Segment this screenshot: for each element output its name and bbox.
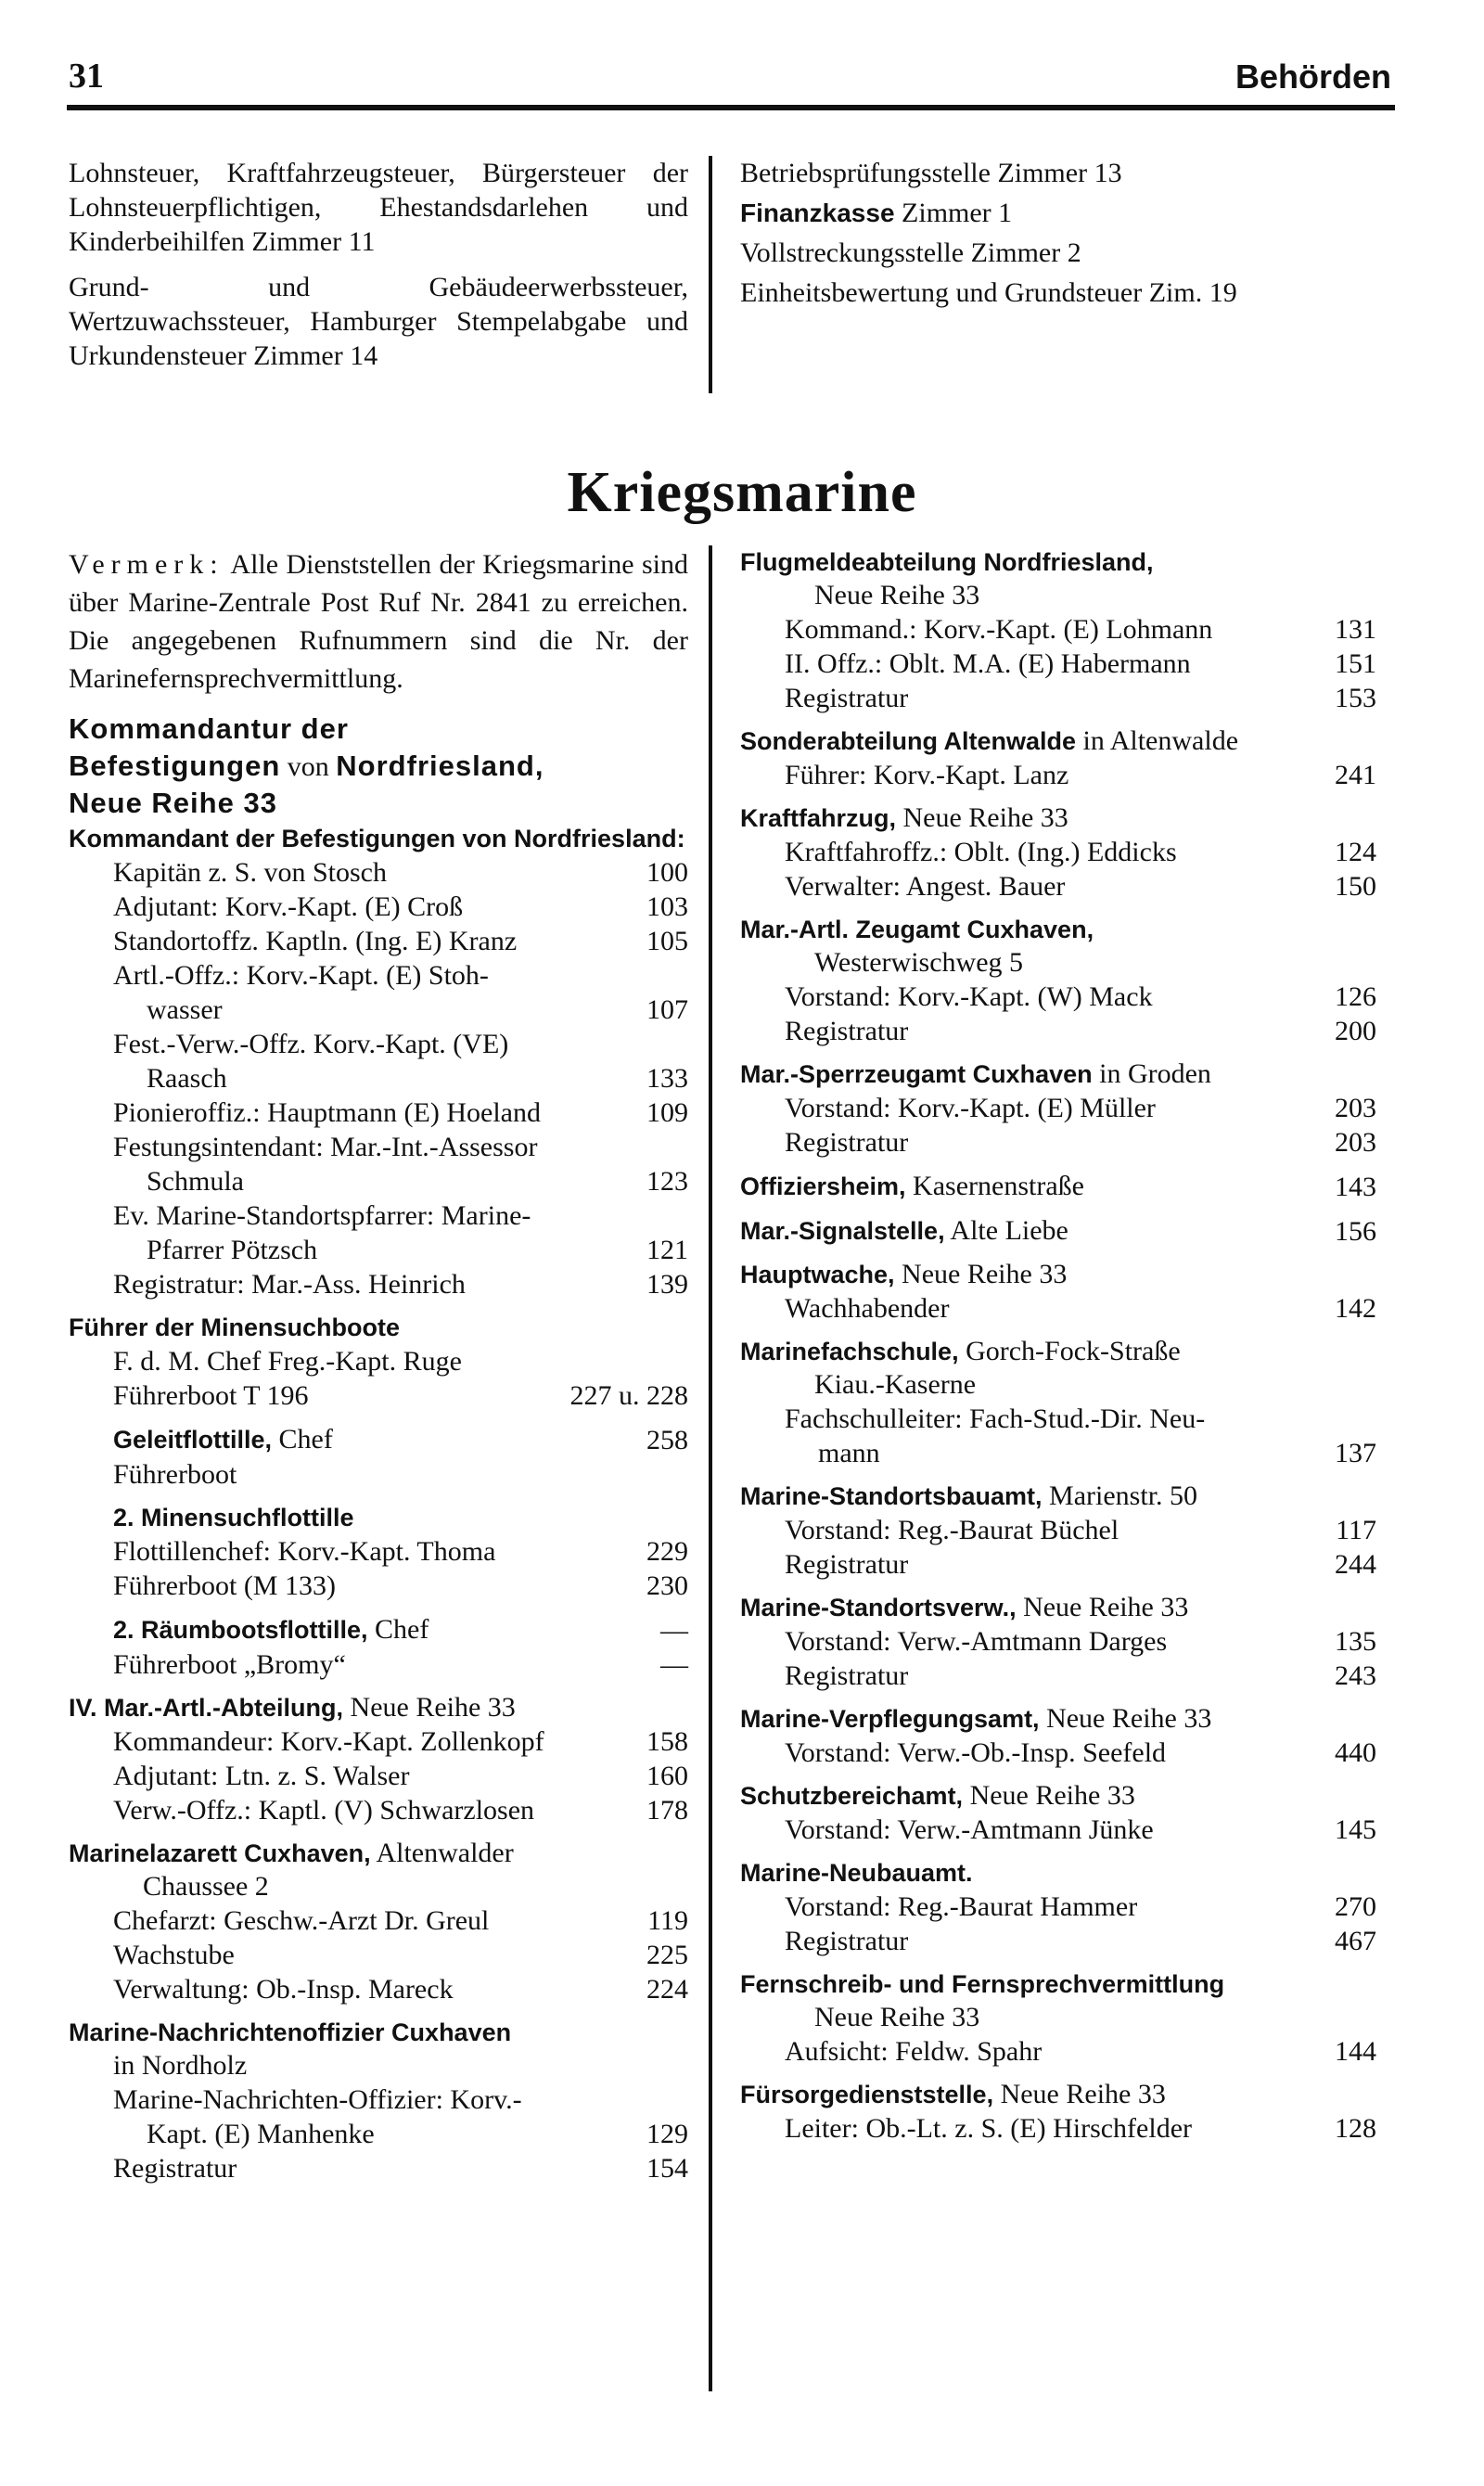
top-section <box>69 156 1395 393</box>
entry-row: Artl.-Offz.: Korv.-Kapt. (E) Stoh- <box>113 960 489 991</box>
entry-row: Leiter: Ob.-Lt. z. S. (E) Hirschfelder 128 <box>785 2113 1376 2144</box>
entry-row: Adjutant: Korv.-Kapt. (E) Croß 103 <box>113 891 688 922</box>
entry-row: II. Offz.: Oblt. M.A. (E) Habermann 151 <box>785 648 1376 679</box>
entry-row: Wachhabender 142 <box>785 1293 1376 1324</box>
entry-row: Marine-Nachrichten-Offizier: Korv.- <box>113 2084 522 2115</box>
entry-row: Registratur 153 <box>785 683 1376 713</box>
office-line: Vollstreckungsstelle Zimmer 2 <box>740 237 1081 268</box>
entry-fuersorgedienststelle: Fürsorgedienststelle, Neue Reihe 33 Leiter: Ob.-Lt. z. S. (E) Hirschfelder 128 <box>740 2079 1376 2144</box>
top-right-column <box>712 156 1376 393</box>
entry-row: Vorstand: Korv.-Kapt. (W) Mack 126 <box>785 981 1376 1012</box>
entry-row: Kraftfahroffz.: Oblt. (Ing.) Eddicks 124 <box>785 837 1376 867</box>
top-left-column <box>69 156 709 393</box>
entry-row: Festungsintendant: Mar.-Int.-Assessor <box>113 1132 538 1162</box>
entry-row: Adjutant: Ltn. z. S. Walser 160 <box>113 1761 688 1791</box>
entry-row: Kommandeur: Korv.-Kapt. Zollenkopf 158 <box>113 1726 688 1757</box>
office-line: Betriebsprüfungsstelle Zimmer 13 <box>740 158 1122 188</box>
entry-row: Vorstand: Verw.-Amtmann Darges 135 <box>785 1626 1376 1657</box>
entry-row: wasser 107 <box>147 994 688 1025</box>
entry-row: Vorstand: Verw.-Amtmann Jünke 145 <box>785 1814 1376 1845</box>
entry-row: Verwalter: Angest. Bauer 150 <box>785 871 1376 902</box>
entry-row: Pfarrer Pötzsch 121 <box>147 1235 688 1265</box>
entry-row: Führerboot (M 133) 230 <box>113 1570 688 1601</box>
entry-row: Registratur 243 <box>785 1660 1376 1691</box>
entry-kommandantur: Kommandantur der Befestigungen von Nordfriesland, Neue Reihe 33 Kommandant der Befestigungen von Nordfriesland: Kapitän z. S. von Stosch 100 Adjutant: Korv.-Kapt. (E) Croß 103 Standortoffz. Kaptln. (Ing. E) Kranz 105 Artl.-Offz.: Korv.-Kapt. (E) Stoh- wasser 107 Fest.-Verw.-Offz. Korv.-Kapt. (VE) Raasch 133 Pionieroffiz.: Hauptmann (E) Hoeland 109 Festungsintendant: Mar.-Int.-Assessor Schmula 123 Ev. Marine-Standortspfarrer: Marine- Pfarrer Pötzsch 121 Registratur: Mar.-Ass. Heinrich 139 <box>69 712 688 1300</box>
main-section <box>69 545 1395 2406</box>
entry-schutzbereichamt: Schutzbereichamt, Neue Reihe 33 Vorstand: Verw.-Amtmann Jünke 145 <box>740 1780 1376 1845</box>
tax-paragraph-1: Lohnsteuer, Kraftfahrzeugsteuer, Bürgersteuer der Lohnsteuerpflichtigen, Ehestandsdarlehen und Kinderbeihilfen Zimmer 11 <box>69 158 688 257</box>
running-head: Behörden <box>1235 58 1391 96</box>
entry-row: Registratur 154 <box>113 2153 688 2184</box>
entry-standortsverwaltung: Marine-Standortsverw., Neue Reihe 33 Vorstand: Verw.-Amtmann Darges 135 Registratur 243 <box>740 1592 1376 1691</box>
entry-standortsbauamt: Marine-Standortsbauamt, Marienstr. 50 Vorstand: Reg.-Baurat Büchel 117 Registratur 244 <box>740 1480 1376 1580</box>
entry-row: Aufsicht: Feldw. Spahr 144 <box>785 2036 1376 2067</box>
entry-neubauamt: Marine-Neubauamt. Vorstand: Reg.-Baurat Hammer 270 Registratur 467 <box>740 1859 1376 1956</box>
entry-row: Vorstand: Reg.-Baurat Hammer 270 <box>785 1891 1376 1922</box>
note-paragraph: Vermerk: Alle Dienststellen der Kriegsmarine sind über Marine-Zentrale Post Ruf Nr. 2841 zu erreichen. Die angegebenen Rufnummern sind die Nr. der Marinefernsprechvermittlung. <box>69 549 688 694</box>
section-title: Kriegsmarine <box>567 461 917 524</box>
entry-minensuchboote: Führer der Minensuchboote F. d. M. Chef Freg.-Kapt. Ruge Führerboot T 196 227 u. 228 <box>69 1313 688 1411</box>
entry-row: Pionieroffiz.: Hauptmann (E) Hoeland 109 <box>113 1097 688 1128</box>
entry-row: Schmula 123 <box>147 1166 688 1197</box>
entry-row: Führer: Korv.-Kapt. Lanz 241 <box>785 760 1376 790</box>
entry-row: Registratur 200 <box>785 1016 1376 1046</box>
entry-row: Kommand.: Korv.-Kapt. (E) Lohmann 131 <box>785 614 1376 645</box>
entry-row: Kapitän z. S. von Stosch 100 <box>113 857 688 888</box>
entry-offiziersheim: Offiziersheim, Kasernenstraße 143 <box>740 1171 1376 1202</box>
entry-row: Registratur 244 <box>785 1549 1376 1580</box>
entry-marinefachschule: Marinefachschule, Gorch-Fock-Straße Kiau.-Kaserne Fachschulleiter: Fach-Stud.-Dir. Neu- mann 137 <box>740 1336 1376 1468</box>
entry-row: mann 137 <box>818 1438 1376 1468</box>
entry-signalstelle: Mar.-Signalstelle, Alte Liebe 156 <box>740 1215 1376 1247</box>
entry-row: Führerboot T 196 227 u. 228 <box>113 1380 688 1411</box>
entry-marinelazarett: Marinelazarett Cuxhaven, Altenwalder Chaussee 2 Chefarzt: Geschw.-Arzt Dr. Greul 119 Wachstube 225 Verwaltung: Ob.-Insp. Mareck 224 <box>69 1838 688 2005</box>
entry-row: Registratur: Mar.-Ass. Heinrich 139 <box>113 1269 688 1300</box>
entry-verpflegungsamt: Marine-Verpflegungsamt, Neue Reihe 33 Vorstand: Verw.-Ob.-Insp. Seefeld 440 <box>740 1703 1376 1768</box>
header-rule <box>67 105 1395 110</box>
entry-kraftfahrzug: Kraftfahrzug, Neue Reihe 33 Kraftfahroffz.: Oblt. (Ing.) Eddicks 124 Verwalter: Angest. Bauer 150 <box>740 802 1376 902</box>
entry-zeugamt: Mar.-Artl. Zeugamt Cuxhaven, Westerwischweg 5 Vorstand: Korv.-Kapt. (W) Mack 126 Registratur 200 <box>740 916 1376 1046</box>
office-line: Finanzkasse Zimmer 1 <box>740 198 1013 228</box>
entry-row: Raasch 133 <box>147 1063 688 1094</box>
entry-artillerie-abteilung: IV. Mar.-Artl.-Abteilung, Neue Reihe 33 Kommandeur: Korv.-Kapt. Zollenkopf 158 Adjutant: Ltn. z. S. Walser 160 Verw.-Offz.: Kaptl. (V) Schwarzlosen 178 <box>69 1692 688 1826</box>
entry-fernsprechvermittlung: Fernschreib- und Fernsprechvermittlung Neue Reihe 33 Aufsicht: Feldw. Spahr 144 <box>740 1970 1376 2067</box>
entry-nachrichtenoffizier: Marine-Nachrichtenoffizier Cuxhaven in Nordholz Marine-Nachrichten-Offizier: Korv.- Kapt. (E) Manhenke 129 Registratur 154 <box>69 2018 688 2184</box>
right-column <box>712 545 1376 2406</box>
entry-row: Vorstand: Reg.-Baurat Büchel 117 <box>785 1515 1376 1545</box>
entry-row: Wachstube 225 <box>113 1940 688 1970</box>
entry-row: Flottillenchef: Korv.-Kapt. Thoma 229 <box>113 1536 688 1567</box>
entry-row: Standortoffz. Kaptln. (Ing. E) Kranz 105 <box>113 926 688 956</box>
entry-row: Fest.-Verw.-Offz. Korv.-Kapt. (VE) <box>113 1029 509 1059</box>
entry-geleitflottille: Geleitflottille, Chef 258 Führerboot <box>69 1422 688 1492</box>
entry-raeumbootsflottille: 2. Räumbootsflottille, Chef — Führerboot „Bromy“ — <box>69 1612 688 1682</box>
entry-row: Vorstand: Verw.-Ob.-Insp. Seefeld 440 <box>785 1737 1376 1768</box>
entry-row: F. d. M. Chef Freg.-Kapt. Ruge <box>113 1346 462 1377</box>
entry-flugmeldeabteilung: Flugmeldeabteilung Nordfriesland, Neue Reihe 33 Kommand.: Korv.-Kapt. (E) Lohmann 131 II. Offz.: Oblt. M.A. (E) Habermann 151 Registratur 153 <box>740 548 1376 713</box>
entry-row: Registratur 467 <box>785 1926 1376 1956</box>
entry-row: Verwaltung: Ob.-Insp. Mareck 224 <box>113 1974 688 2005</box>
entry-row: Ev. Marine-Standortspfarrer: Marine- <box>113 1200 531 1231</box>
office-line: Einheitsbewertung und Grundsteuer Zim. 19 <box>740 277 1237 308</box>
page-number: 31 <box>69 57 104 96</box>
left-column <box>69 545 709 2406</box>
entry-row: Kapt. (E) Manhenke 129 <box>147 2119 688 2149</box>
entry-row: Fachschulleiter: Fach-Stud.-Dir. Neu- <box>785 1403 1206 1434</box>
entry-hauptwache: Hauptwache, Neue Reihe 33 Wachhabender 142 <box>740 1259 1376 1324</box>
entry-sperrzeugamt: Mar.-Sperrzeugamt Cuxhaven in Groden Vorstand: Korv.-Kapt. (E) Müller 203 Registratur 203 <box>740 1058 1376 1158</box>
entry-row: Registratur 203 <box>785 1127 1376 1158</box>
tax-paragraph-2: Grund- und Gebäudeerwerbssteuer, Wertzuwachssteuer, Hamburger Stempelabgabe und Urkundensteuer Zimmer 14 <box>69 272 688 371</box>
entry-row: Vorstand: Korv.-Kapt. (E) Müller 203 <box>785 1093 1376 1123</box>
entry-row: Führerboot „Bromy“ — <box>113 1649 688 1680</box>
entry-sonderabteilung: Sonderabteilung Altenwalde in Altenwalde Führer: Korv.-Kapt. Lanz 241 <box>740 725 1376 790</box>
entry-row: Führerboot <box>113 1459 237 1490</box>
entry-row: Chefarzt: Geschw.-Arzt Dr. Greul 119 <box>113 1905 688 1936</box>
entry-row: Verw.-Offz.: Kaptl. (V) Schwarzlosen 178 <box>113 1795 688 1826</box>
entry-minensuchflottille: 2. Minensuchflottille Flottillenchef: Korv.-Kapt. Thoma 229 Führerboot (M 133) 230 <box>69 1501 688 1603</box>
